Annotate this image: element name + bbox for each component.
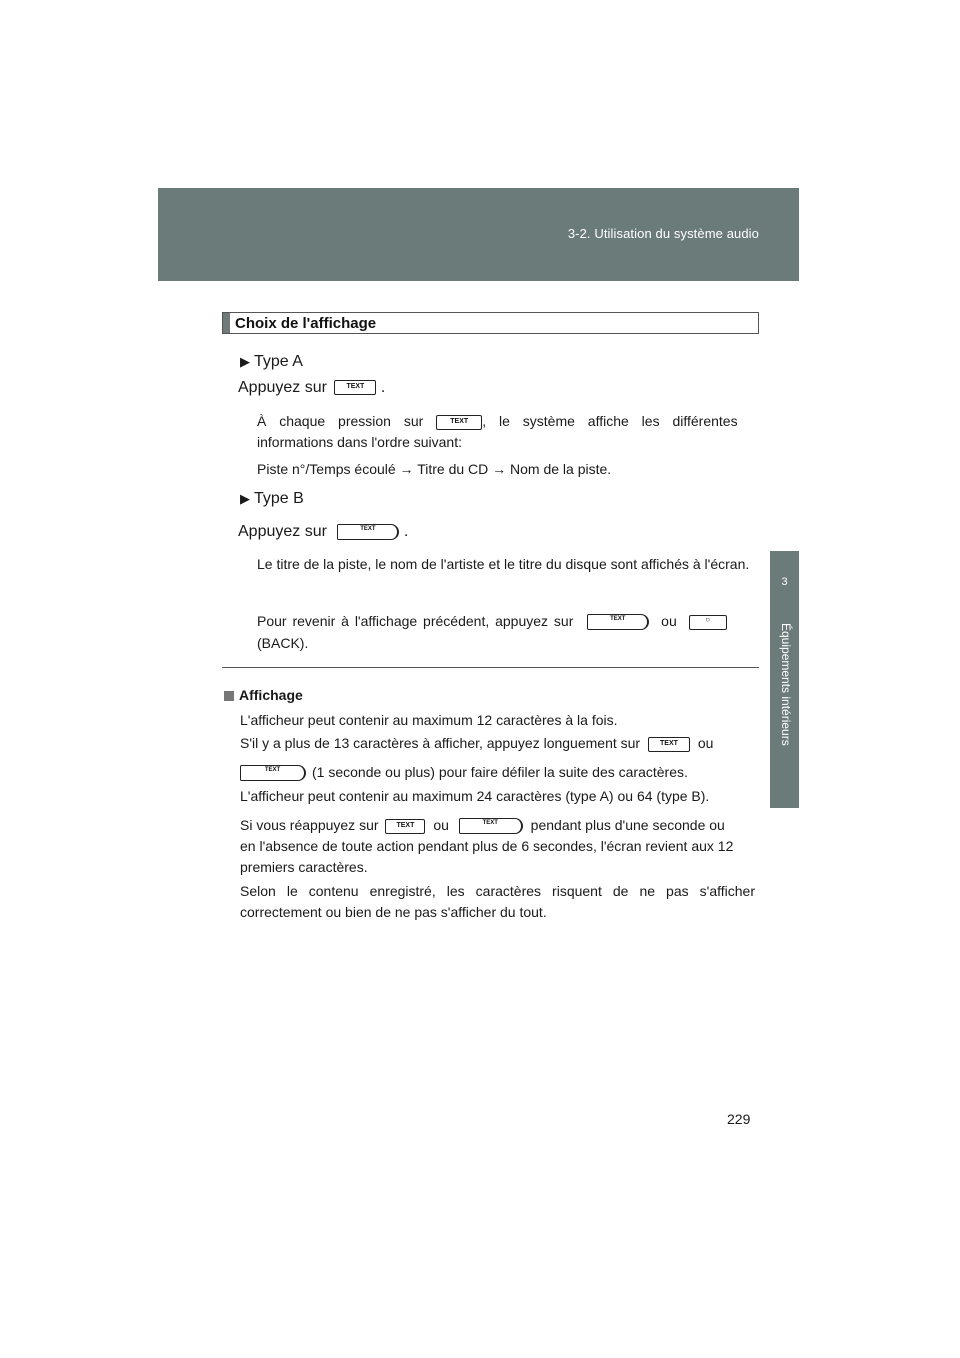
note-line5-or: ou bbox=[433, 817, 449, 833]
type-b-return-line bbox=[257, 611, 755, 632]
return-start: Pour revenir à l'affichage précédent, appuyez sur bbox=[257, 613, 574, 629]
type-b-label: Type B bbox=[254, 490, 304, 507]
triangle-bullet-icon: ▶ bbox=[240, 491, 250, 506]
note-line2-start: S'il y a plus de 13 caractères à afficher, appuyez longuement sur bbox=[240, 735, 641, 751]
type-a-description-line1 bbox=[257, 411, 755, 432]
desc-end: , le système affiche les différentes bbox=[482, 413, 738, 429]
type-a-instruction bbox=[238, 377, 385, 398]
note-line2-or: ou bbox=[697, 735, 714, 751]
text-button-long-icon: TEXT bbox=[587, 614, 649, 630]
text-button-icon: TEXT bbox=[385, 819, 425, 834]
note-line5-end: pendant plus d'une seconde ou bbox=[530, 817, 725, 833]
press-end: . bbox=[403, 523, 409, 540]
chapter-header bbox=[158, 188, 799, 281]
note-line3-text: (1 seconde ou plus) pour faire défiler la suite des caractères. bbox=[312, 764, 688, 780]
note-line-3 bbox=[240, 762, 688, 783]
text-button-icon: TEXT bbox=[648, 737, 690, 752]
press-text: Appuyez sur bbox=[238, 523, 327, 540]
square-bullet-icon bbox=[224, 691, 234, 701]
note-line-7: Selon le contenu enregistré, les caractères risquent de ne pas s'afficher correctement ou bien de ne pas s'afficher du tout. bbox=[240, 883, 755, 920]
text-button-long-icon: TEXT bbox=[459, 818, 523, 834]
type-a-sequence: Piste n°/Temps écoulé → Titre du CD → Nom de la piste. bbox=[257, 461, 612, 477]
return-or: ou bbox=[661, 613, 677, 629]
text-button-icon: TEXT bbox=[334, 380, 376, 395]
type-a-label: Type A bbox=[254, 353, 303, 370]
text-button-long-icon: TEXT bbox=[337, 524, 399, 540]
note-line-6: en l'absence de toute action pendant plus de 6 secondes, l'écran revient aux 12 premiers caractères. bbox=[240, 838, 734, 875]
type-b-back-label: (BACK). bbox=[257, 635, 309, 651]
section-accent-bar bbox=[223, 313, 230, 333]
triangle-bullet-icon: ▶ bbox=[240, 354, 250, 369]
type-a-description-line2: informations dans l'ordre suivant: bbox=[257, 434, 462, 450]
type-b-description: Le titre de la piste, le nom de l'artiste et le titre du disque sont affichés à l'écran. bbox=[257, 556, 750, 572]
type-b-heading bbox=[240, 488, 304, 509]
text-button-icon: TEXT bbox=[436, 415, 482, 430]
note-line-4: L'afficheur peut contenir au maximum 24 caractères (type A) ou 64 (type B). bbox=[240, 788, 710, 804]
chapter-side-tab bbox=[770, 551, 799, 808]
press-text: Appuyez sur bbox=[238, 379, 327, 396]
text-button-long-icon: TEXT bbox=[240, 765, 306, 781]
section-divider bbox=[222, 667, 759, 668]
desc-start: À chaque pression sur bbox=[257, 413, 424, 429]
note-heading-text: Affichage bbox=[239, 687, 303, 703]
chapter-number: 3 bbox=[781, 576, 788, 588]
back-button-icon: ○ bbox=[689, 615, 727, 630]
section-header bbox=[222, 312, 759, 334]
section-title: Choix de l'affichage bbox=[235, 315, 377, 332]
note-heading bbox=[224, 685, 303, 706]
note-line5-start: Si vous réappuyez sur bbox=[240, 817, 379, 833]
type-a-heading bbox=[240, 351, 303, 372]
press-end: . bbox=[380, 379, 386, 396]
note-line-1: L'afficheur peut contenir au maximum 12 caractères à la fois. bbox=[240, 712, 618, 728]
chapter-label: Équipements intérieurs bbox=[779, 623, 793, 746]
chapter-title: 3-2. Utilisation du système audio bbox=[567, 226, 759, 241]
type-b-instruction bbox=[238, 521, 408, 542]
note-line-2 bbox=[240, 733, 755, 754]
note-line-5 bbox=[240, 815, 755, 836]
page-number: 229 bbox=[727, 1111, 751, 1127]
